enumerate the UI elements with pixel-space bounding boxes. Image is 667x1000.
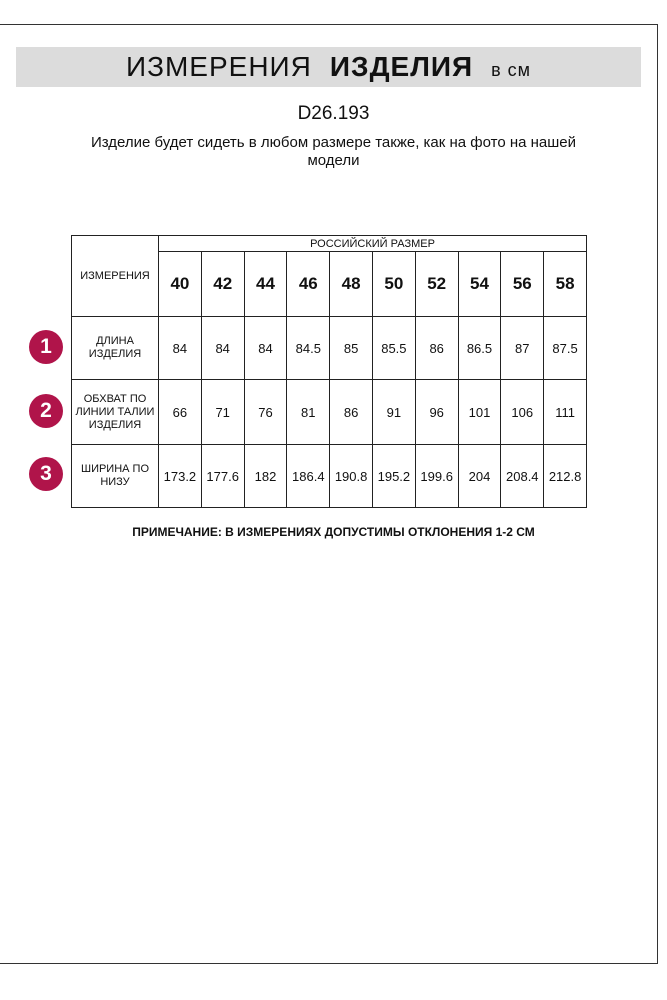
- size-header: 54: [458, 252, 501, 317]
- table-cell: 199.6: [415, 445, 458, 508]
- size-header: 56: [501, 252, 544, 317]
- table-cell: 190.8: [330, 445, 373, 508]
- row-marker-1: 1: [29, 330, 63, 364]
- table-cell: 85: [330, 317, 373, 380]
- table-cell: 177.6: [201, 445, 244, 508]
- table-cell: 84: [244, 317, 287, 380]
- size-table: [71, 235, 587, 508]
- table-cell: 195.2: [372, 445, 415, 508]
- table-cell: 111: [544, 380, 587, 445]
- size-header: 44: [244, 252, 287, 317]
- size-header: 50: [372, 252, 415, 317]
- table-cell: 182: [244, 445, 287, 508]
- row-marker-3: 3: [29, 457, 63, 491]
- table-cell: 101: [458, 380, 501, 445]
- row-label-hem-width: ШИРИНА ПО НИЗУ: [72, 445, 159, 508]
- table-cell: 66: [159, 380, 202, 445]
- table-cell: 85.5: [372, 317, 415, 380]
- title-bar: [16, 47, 641, 87]
- table-cell: 87.5: [544, 317, 587, 380]
- corner-label: ИЗМЕРЕНИЯ: [72, 236, 159, 317]
- table-row: [72, 445, 587, 508]
- size-header: 58: [544, 252, 587, 317]
- table-row: [72, 317, 587, 380]
- title-product: ИЗДЕЛИЯ: [329, 51, 474, 82]
- fit-note: Изделие будет сидеть в любом размере также, как на фото на нашей модели: [90, 134, 577, 169]
- table-cell: 84: [159, 317, 202, 380]
- title-unit: в см: [491, 60, 532, 80]
- table-cell: 173.2: [159, 445, 202, 508]
- size-header: 48: [330, 252, 373, 317]
- table-cell: 212.8: [544, 445, 587, 508]
- title-measurements: ИЗМЕРЕНИЯ: [125, 51, 312, 82]
- table-cell: 186.4: [287, 445, 330, 508]
- row-label-length: ДЛИНА ИЗДЕЛИЯ: [72, 317, 159, 380]
- size-group-label: РОССИЙСКИЙ РАЗМЕР: [159, 236, 587, 252]
- table-cell: 71: [201, 380, 244, 445]
- row-label-waist: ОБХВАТ ПО ЛИНИИ ТАЛИИ ИЗДЕЛИЯ: [72, 380, 159, 445]
- table-cell: 106: [501, 380, 544, 445]
- size-header: 40: [159, 252, 202, 317]
- table-cell: 204: [458, 445, 501, 508]
- table-cell: 84: [201, 317, 244, 380]
- table-cell: 96: [415, 380, 458, 445]
- size-header: 42: [201, 252, 244, 317]
- tolerance-footnote: ПРИМЕЧАНИЕ: В ИЗМЕРЕНИЯХ ДОПУСТИМЫ ОТКЛОНЕНИЯ 1-2 СМ: [132, 525, 535, 539]
- table-cell: 76: [244, 380, 287, 445]
- table-cell: 81: [287, 380, 330, 445]
- table-cell: 86: [330, 380, 373, 445]
- table-cell: 86.5: [458, 317, 501, 380]
- product-code: D26.193: [297, 103, 370, 124]
- table-cell: 91: [372, 380, 415, 445]
- table-row: [72, 380, 587, 445]
- table-cell: 87: [501, 317, 544, 380]
- table-cell: 86: [415, 317, 458, 380]
- size-header: 52: [415, 252, 458, 317]
- table-cell: 84.5: [287, 317, 330, 380]
- size-header: 46: [287, 252, 330, 317]
- table-cell: 208.4: [501, 445, 544, 508]
- row-marker-2: 2: [29, 394, 63, 428]
